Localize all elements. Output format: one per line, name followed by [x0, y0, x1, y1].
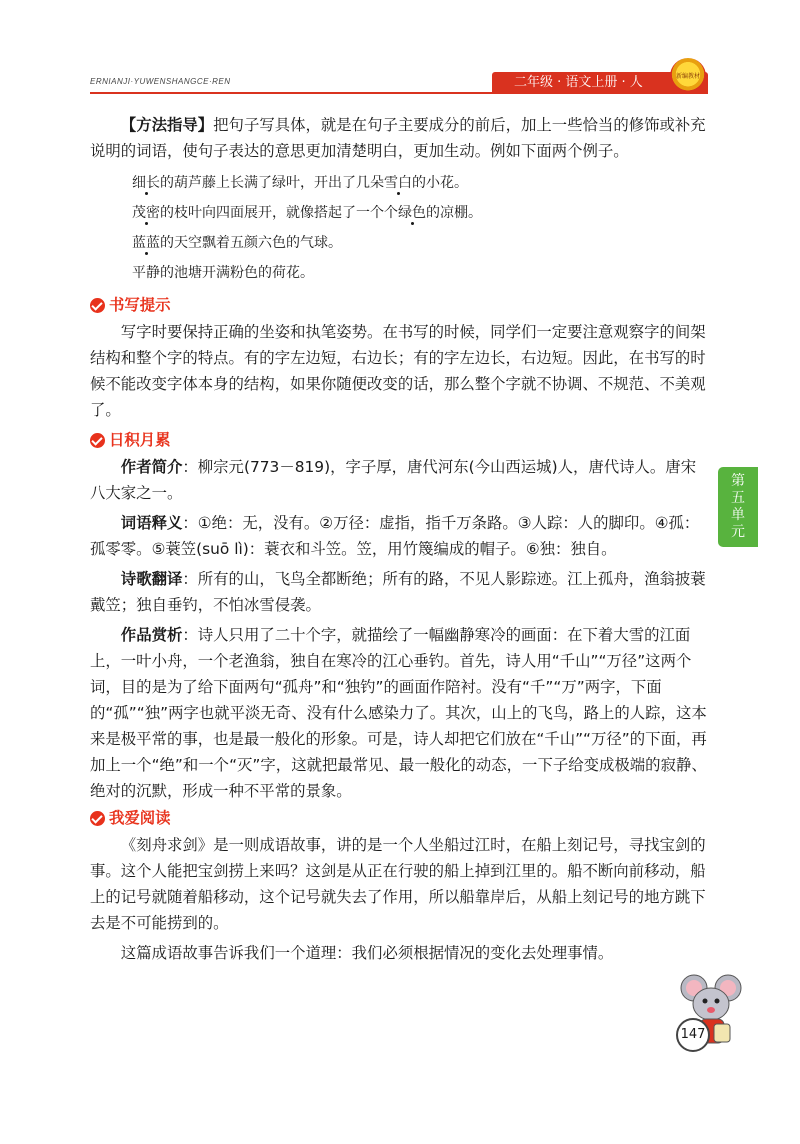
appreciation-paragraph	[90, 622, 708, 804]
badge-logo	[670, 58, 706, 94]
header-divider	[90, 92, 708, 94]
words-paragraph	[90, 510, 708, 562]
check-icon	[90, 433, 105, 448]
example-text: 的小花。	[412, 175, 468, 191]
words-text: ：①绝：无，没有。②万径：虚指，指千万条路。③人踪：人的脚印。④孤：孤零零。⑤蓑笠(suō lì)：蓑衣和斗笠。笠，用竹篾编成的帽子。⑥独：独自。	[90, 514, 700, 558]
page-content	[90, 112, 708, 966]
dotted-word: 绿色	[398, 205, 426, 221]
badge-text: 新编教材	[675, 73, 700, 80]
check-icon	[90, 811, 105, 826]
appreciation-label: 作品赏析	[120, 626, 183, 644]
example-text: 的凉棚。	[426, 205, 482, 221]
dotted-word: 细长	[132, 175, 160, 191]
side-tab-char: 五	[731, 490, 745, 506]
method-text: 把句子写具体，就是在句子主要成分的前后，加上一些恰当的修饰或补充说明的词语，使句子表达的意思更加清楚明白，更加生动。例如下面两个例子。	[90, 116, 706, 160]
dotted-word: 蓝蓝	[132, 235, 160, 251]
section-title: 我爱阅读	[109, 809, 171, 827]
example-text: 的天空飘着五颜六色的气球。	[160, 235, 342, 251]
dotted-word: 茂密	[132, 205, 160, 221]
author-paragraph	[90, 454, 708, 506]
section-title: 书写提示	[109, 296, 171, 314]
writing-paragraph: 写字时要保持正确的坐姿和执笔姿势。在书写的时候，同学们一定要注意观察字的间架结构和整个字的特点。有的字左边短，右边长；有的字左边长，右边短。因此，在书写的时候不能改变字体本身的结构，如果你随便改变的话，那么整个字就不协调、不规范、不美观了。	[90, 323, 706, 419]
example-sentence	[90, 232, 708, 254]
example-text: 的枝叶向四面展开，就像搭起了一个个	[160, 205, 398, 221]
example-sentence	[90, 172, 708, 194]
words-label: 词语释义	[120, 514, 183, 532]
side-tab-char: 元	[731, 524, 745, 540]
unit-side-tab	[718, 467, 758, 547]
example-sentence	[90, 202, 708, 224]
dotted-word: 雪白	[384, 175, 412, 191]
translation-label: 诗歌翻译	[120, 570, 183, 588]
author-label: 作者简介	[120, 458, 183, 476]
side-tab-char: 第	[731, 473, 745, 489]
method-paragraph	[90, 112, 708, 164]
example-text: 的葫芦藤上长满了绿叶，开出了几朵	[160, 175, 384, 191]
translation-paragraph	[90, 566, 708, 618]
example-text: 平静的池塘开满粉色的荷花。	[132, 265, 314, 281]
translation-text: ：所有的山，飞鸟全都断绝；所有的路，不见人影踪迹。江上孤舟，渔翁披蓑戴笠；独自垂钓，不怕冰雪侵袭。	[90, 570, 706, 614]
method-label: 【方法指导】	[120, 116, 214, 134]
reading-paragraph: 《刻舟求剑》是一则成语故事，讲的是一个人坐船过江时，在船上刻记号，寻找宝剑的事。这个人能把宝剑捞上来吗？这剑是从正在行驶的船上掉到江里的。船不断向前移动，船上的记号就随着船移动，这个记号就失去了作用，所以船靠岸后，从船上刻记号的地方跳下去是不可能捞到的。	[90, 836, 706, 932]
header-title: 二年级 · 语文上册 · 人	[492, 72, 708, 94]
author-text: ：柳宗元(773－819)，字子厚，唐代河东(今山西运城)人，唐代诗人。唐宋八大家之一。	[90, 458, 697, 502]
section-heading-writing	[90, 292, 708, 318]
section-heading-accumulate	[90, 427, 708, 453]
side-tab-char: 单	[731, 507, 745, 523]
reading-conclusion: 这篇成语故事告诉我们一个道理：我们必须根据情况的变化去处理事情。	[120, 944, 614, 962]
check-icon	[90, 298, 105, 313]
section-heading-reading	[90, 805, 708, 831]
appreciation-text: ：诗人只用了二十个字，就描绘了一幅幽静寒冷的画面：在下着大雪的江面上，一叶小舟，一个老渔翁，独自在寒冷的江心垂钓。首先，诗人用“千山”“万径”这两个词，目的是为了给下面两句“孤舟”和“独钓”的画面作陪衬。没有“千”“万”两字，下面的“孤”“独”两字也就平淡无奇、没有什么感染力了。其次，山上的飞鸟，路上的人踪，这本来是极平常的事，也是最一般化的形象。可是，诗人却把它们放在“千山”“万径”的下面，再加上一个“绝”和一个“灭”字，这就把最常见、最一般化的动态，一下子给变成极端的寂静、绝对的沉默，形成一种不平常的景象。	[90, 626, 707, 800]
header-pinyin: ERNIANJI·YUWENSHANGCE·REN	[90, 77, 231, 86]
example-sentence	[90, 262, 708, 284]
section-title: 日积月累	[109, 431, 171, 449]
page-number: 147	[676, 1018, 710, 1052]
